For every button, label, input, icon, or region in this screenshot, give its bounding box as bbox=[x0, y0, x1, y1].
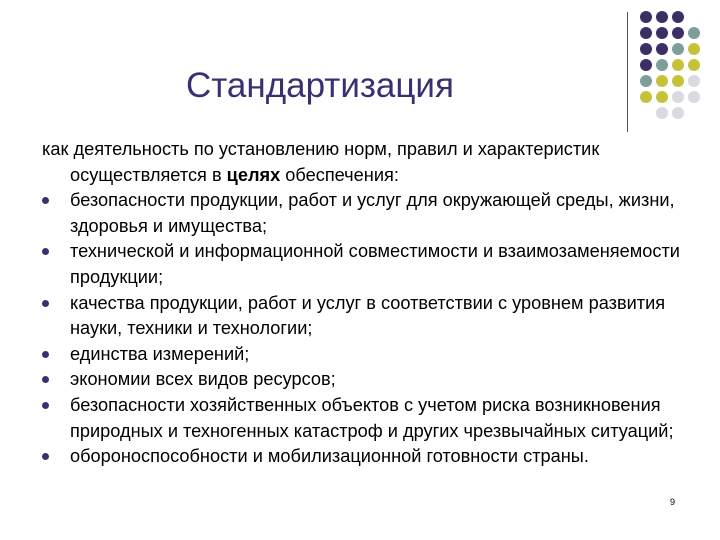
bullet-icon bbox=[42, 248, 49, 255]
slide-title: Стандартизация bbox=[186, 66, 454, 105]
decorative-dot bbox=[688, 59, 700, 71]
list-item-text: технической и информационной совместимости и взаимозаменяемости продукции; bbox=[70, 241, 680, 287]
list-item bbox=[42, 393, 712, 444]
list-item-text: экономии всех видов ресурсов; bbox=[70, 369, 336, 390]
list-item bbox=[42, 342, 712, 368]
decorative-dot bbox=[640, 91, 652, 103]
bullet-icon bbox=[42, 402, 49, 409]
list-item-text: качества продукции, работ и услуг в соответствии с уровнем развития науки, техники и технологии; bbox=[70, 292, 666, 339]
decorative-dot bbox=[672, 43, 684, 55]
list-item bbox=[42, 291, 712, 342]
decorative-dot bbox=[672, 107, 684, 119]
decorative-dot bbox=[688, 91, 700, 103]
decorative-dot bbox=[640, 11, 652, 23]
slide-body bbox=[42, 137, 712, 470]
decorative-dot bbox=[640, 107, 652, 119]
list-item bbox=[42, 367, 712, 393]
decorative-dot bbox=[640, 59, 652, 71]
decorative-dot bbox=[688, 43, 700, 55]
list-item-text: безопасности хозяйственных объектов с учетом риска возникновения природных и техногенных катастроф и других чрезвычайных ситуаций; bbox=[70, 394, 674, 441]
bullet-icon bbox=[42, 453, 49, 460]
bullet-icon bbox=[42, 197, 49, 204]
decorative-dot bbox=[672, 59, 684, 71]
decorative-dot bbox=[672, 11, 684, 23]
decorative-dot bbox=[656, 27, 668, 39]
goals-list bbox=[42, 188, 712, 470]
decorative-dot bbox=[640, 75, 652, 87]
page-number: 9 bbox=[670, 497, 676, 507]
decorative-dot bbox=[688, 27, 700, 39]
decorative-dot bbox=[656, 107, 668, 119]
decorative-dot bbox=[656, 59, 668, 71]
decorative-dot bbox=[672, 27, 684, 39]
bullet-icon bbox=[42, 351, 49, 358]
decorative-dot bbox=[640, 43, 652, 55]
decorative-dot bbox=[640, 27, 652, 39]
list-item bbox=[42, 239, 712, 290]
list-item-text: единства измерений; bbox=[70, 343, 250, 364]
decorative-dot bbox=[656, 75, 668, 87]
decorative-dot bbox=[688, 75, 700, 87]
bullet-icon bbox=[42, 376, 49, 383]
decorative-dot bbox=[656, 11, 668, 23]
decorative-dot bbox=[688, 107, 700, 119]
decorative-dot bbox=[656, 43, 668, 55]
decorative-dot bbox=[672, 75, 684, 87]
intro-paragraph bbox=[42, 137, 712, 188]
list-item bbox=[42, 188, 712, 239]
intro-text: как деятельность по установлению норм, правил и характеристик осуществляется в bbox=[42, 139, 600, 185]
list-item-text: безопасности продукции, работ и услуг для окружающей среды, жизни, здоровья и имущества; bbox=[70, 190, 675, 236]
decorative-dot bbox=[688, 11, 700, 23]
intro-text-end: обеспечения: bbox=[280, 164, 399, 185]
decorative-dot bbox=[656, 91, 668, 103]
title-divider bbox=[627, 12, 628, 132]
decorative-dot bbox=[672, 91, 684, 103]
intro-bold-word: целях bbox=[226, 164, 281, 185]
list-item bbox=[42, 444, 712, 470]
bullet-icon bbox=[42, 300, 49, 307]
dot-pattern-decoration bbox=[640, 11, 704, 123]
list-item-text: обороноспособности и мобилизационной готовности страны. bbox=[70, 446, 589, 467]
